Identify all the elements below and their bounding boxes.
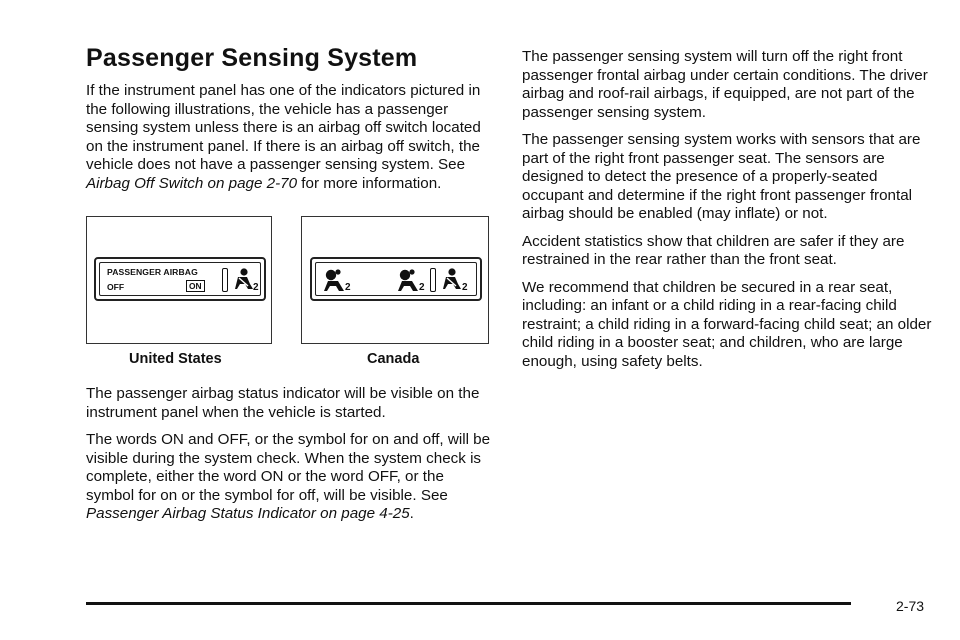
footer-rule — [86, 602, 851, 605]
accident-statistics-paragraph: Accident statistics show that children are safer if they are restrained in the rear rather than the front seat. — [522, 232, 905, 268]
status-indicator-reference[interactable]: Passenger Airbag Status Indicator on page 4-25 — [86, 505, 410, 522]
us-indicator-panel — [94, 257, 266, 301]
recommendation-paragraph: We recommend that children be secured in a rear seat, including: an infant or a child riding in a rear-facing child restraint; a child riding in a forward-facing child seat; an older child riding in a booster seat; and children, who are large enough, using safety belts. — [522, 278, 932, 370]
intro-text: If the instrument panel has one of the indicators pictured in the following illustrations, the vehicle has a passenger sensing system unless there is an airbag off switch located on the instrument panel. If there is an airbag off switch, the vehicle does not have a passenger sensing system. See — [86, 82, 481, 173]
indicator-lamp-icon — [430, 268, 436, 292]
indicator-figures — [86, 216, 496, 368]
us-sub-2: 2 — [253, 282, 259, 293]
canada-caption: Canada — [367, 351, 420, 367]
system-check-text: The words ON and OFF, or the symbol for on and off, will be visible during the system check. When the system check is complete, either the word ON or the word OFF, or the symbol for on or the symbol for off, will be visible. See — [86, 431, 491, 504]
status-visibility-paragraph: The passenger airbag status indicator will be visible on the instrument panel when the vehicle is started. — [86, 385, 480, 421]
intro-paragraph — [86, 82, 496, 193]
passenger-airbag-label: PASSENGER AIRBAG — [107, 267, 198, 277]
airbag-on-occupant-icon — [396, 268, 420, 292]
us-indicator-figure — [86, 216, 272, 367]
system-check-tail: . — [409, 505, 414, 522]
airbag-turn-off-paragraph: The passenger sensing system will turn off the right front passenger frontal airbag under certain conditions. The driver airbag and roof-rail airbags, if equipped, are not part of the passenger sensing system. — [522, 48, 928, 121]
airbag-off-switch-reference[interactable]: Airbag Off Switch on page 2-70 — [86, 174, 298, 192]
page-title: Passenger Sensing System — [86, 44, 418, 72]
indicator-lamp-icon — [222, 268, 228, 292]
belted-occupant-icon — [234, 268, 254, 292]
airbag-off-occupant-icon — [322, 268, 346, 292]
belted-occupant-icon — [442, 268, 462, 292]
canada-sub-2-third: 2 — [462, 282, 468, 293]
right-column — [522, 48, 937, 380]
system-check-paragraph — [86, 431, 496, 524]
sensors-paragraph: The passenger sensing system works with sensors that are part of the right front passenger seat. The sensors are designed to detect the presence of a properly-seated occupant and determine if the right front passenger frontal airbag should be enabled (may inflate) or not. — [522, 131, 921, 222]
canada-indicator-figure — [301, 216, 489, 367]
left-column-lower — [86, 385, 496, 533]
off-label: OFF — [107, 282, 125, 292]
left-column — [86, 82, 496, 202]
page-number: 2-73 — [896, 598, 925, 614]
canada-sub-2-second: 2 — [419, 282, 425, 293]
intro-tail: for more information. — [297, 174, 442, 192]
us-caption: United States — [129, 351, 222, 367]
canada-indicator-panel — [310, 257, 482, 301]
on-label: ON — [186, 280, 205, 292]
canada-sub-2-first: 2 — [345, 282, 351, 293]
